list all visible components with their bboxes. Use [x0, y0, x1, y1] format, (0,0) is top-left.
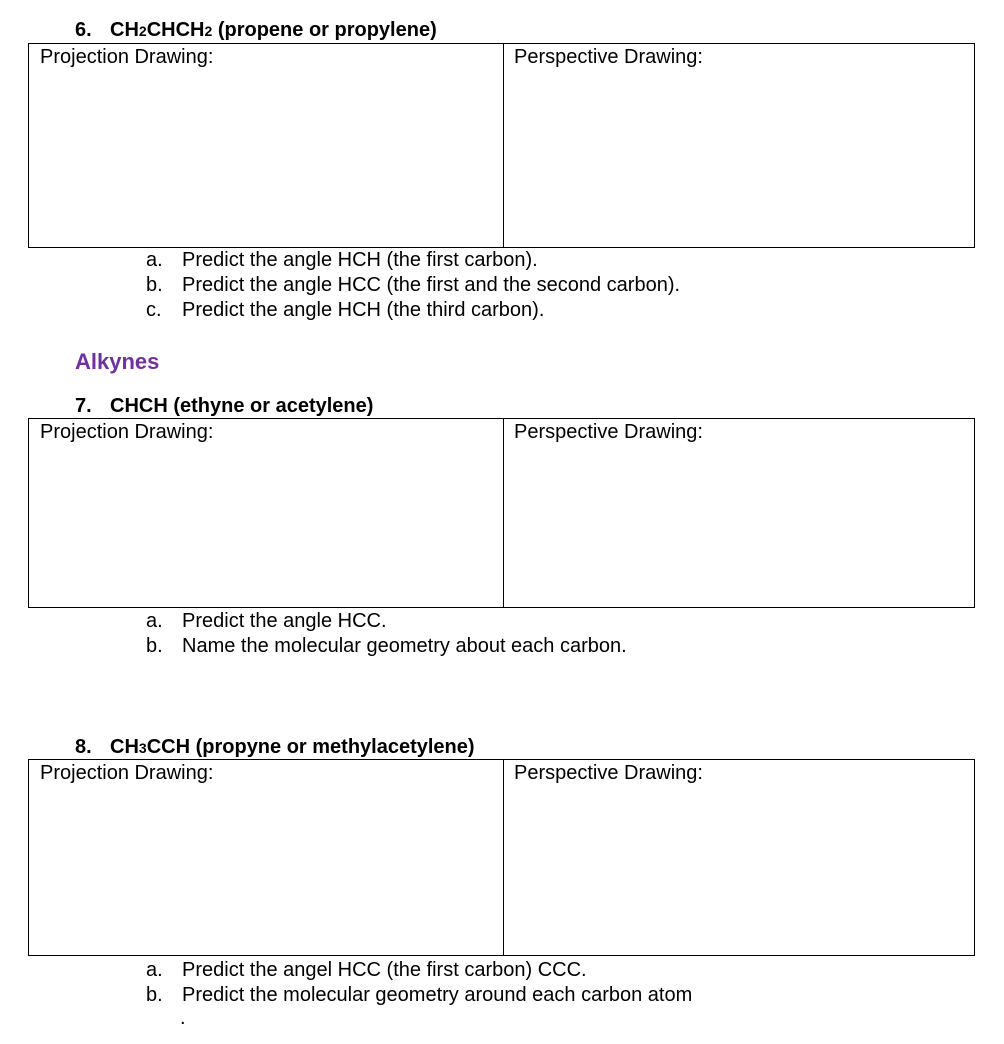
- drawing-grid-8: [28, 759, 975, 956]
- projection-drawing-box[interactable]: [29, 760, 504, 955]
- subquestion-letter: b.: [146, 274, 163, 296]
- formula-subscript: 3: [138, 740, 147, 756]
- question-6-title: [75, 19, 437, 42]
- compound-name: (ethyne or acetylene): [173, 395, 374, 417]
- perspective-drawing-box[interactable]: [503, 760, 974, 955]
- subquestion-letter: b.: [146, 635, 163, 657]
- projection-label: Projection Drawing:: [40, 421, 214, 443]
- subquestion-text: Predict the angle HCC.: [182, 610, 387, 632]
- formula: CHCH: [110, 395, 168, 417]
- formula-subscript: 2: [138, 23, 147, 39]
- formula-subscript: 2: [204, 23, 213, 39]
- formula-part: CH: [110, 19, 139, 41]
- subquestion-letter: a.: [146, 610, 163, 632]
- projection-label: Projection Drawing:: [40, 762, 214, 784]
- perspective-drawing-box[interactable]: [503, 419, 974, 607]
- subquestion-text: Predict the molecular geometry around each carbon atom: [182, 984, 693, 1006]
- subquestion-7a: [146, 609, 387, 634]
- subquestion-8b: [146, 983, 692, 1008]
- perspective-label: Perspective Drawing:: [514, 421, 703, 443]
- subquestion-text: Predict the angle HCH (the first carbon).: [182, 249, 538, 271]
- question-number: 8.: [75, 736, 92, 758]
- trailing-period: .: [180, 1007, 186, 1029]
- projection-drawing-box[interactable]: [29, 419, 504, 607]
- formula-part: CHCH: [146, 19, 205, 41]
- projection-drawing-box[interactable]: [29, 44, 504, 247]
- question-number: 7.: [75, 395, 92, 417]
- perspective-label: Perspective Drawing:: [514, 46, 703, 68]
- question-8-title: [75, 736, 475, 759]
- subquestion-text: Name the molecular geometry about each carbon.: [182, 635, 627, 657]
- subquestion-letter: a.: [146, 959, 163, 981]
- subquestion-letter: c.: [146, 299, 162, 321]
- perspective-label: Perspective Drawing:: [514, 762, 703, 784]
- question-number: 6.: [75, 19, 92, 41]
- drawing-grid-6: [28, 43, 975, 248]
- compound-name: (propyne or methylacetylene): [195, 736, 475, 758]
- subquestion-8a: [146, 958, 587, 983]
- subquestion-7b: [146, 634, 627, 659]
- compound-name: (propene or propylene): [217, 19, 437, 41]
- drawing-grid-7: [28, 418, 975, 608]
- subquestion-text: Predict the angle HCH (the third carbon).: [182, 299, 545, 321]
- subquestion-6a: [146, 248, 538, 273]
- question-7-title: [75, 395, 373, 417]
- projection-label: Projection Drawing:: [40, 46, 214, 68]
- perspective-drawing-box[interactable]: [503, 44, 974, 247]
- subquestion-letter: a.: [146, 249, 163, 271]
- formula-part: CH: [110, 736, 139, 758]
- subquestion-text: Predict the angle HCC (the first and the second carbon).: [182, 274, 681, 296]
- subquestion-letter: b.: [146, 984, 163, 1006]
- subquestion-6b: [146, 273, 680, 298]
- subquestion-text: Predict the angel HCC (the first carbon) CCC.: [182, 959, 587, 981]
- section-heading: Alkynes: [75, 349, 160, 374]
- subquestion-6c: [146, 298, 544, 323]
- formula-part: CCH: [146, 736, 191, 758]
